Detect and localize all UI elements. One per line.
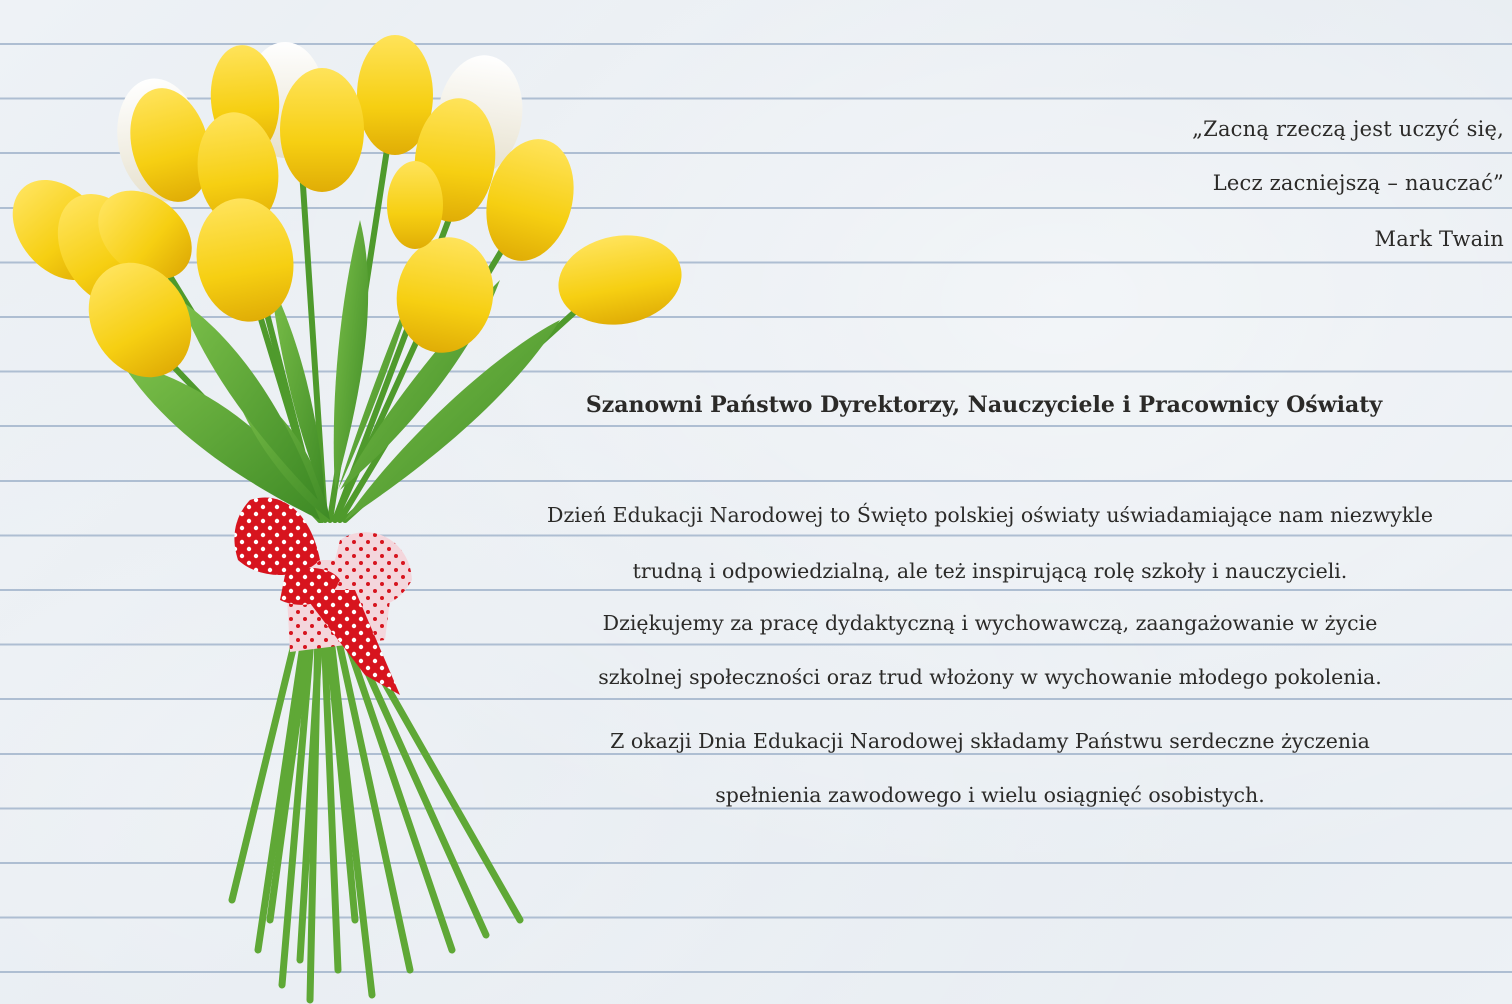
body-line-5: Z okazji Dnia Edukacji Narodowej składamy Państwu serdeczne życzenia [610,729,1370,753]
greeting-heading: Szanowni Państwo Dyrektorzy, Nauczyciele i Pracownicy Oświaty [585,392,1383,418]
quote-author: Mark Twain [1374,227,1504,251]
body-line-3: Dziękujemy za pracę dydaktyczną i wychowawczą, zaangażowanie w życie [602,611,1378,635]
body-line-4: szkolnej społeczności oraz trud włożony w wychowanie młodego pokolenia. [598,665,1382,689]
quote-line-1: „Zacną rzeczą jest uczyć się, [1192,117,1504,141]
body-line-6: spełnienia zawodowego i wielu osiągnięć osobistych. [715,783,1265,807]
body-line-1: Dzień Edukacji Narodowej to Święto polskiej oświaty uświadamiające nam niezwykle [547,503,1433,527]
quote-line-2: Lecz zacniejszą – nauczać” [1212,171,1504,195]
body-line-2: trudną i odpowiedzialną, ale też inspirującą rolę szkoły i nauczycieli. [632,559,1348,583]
